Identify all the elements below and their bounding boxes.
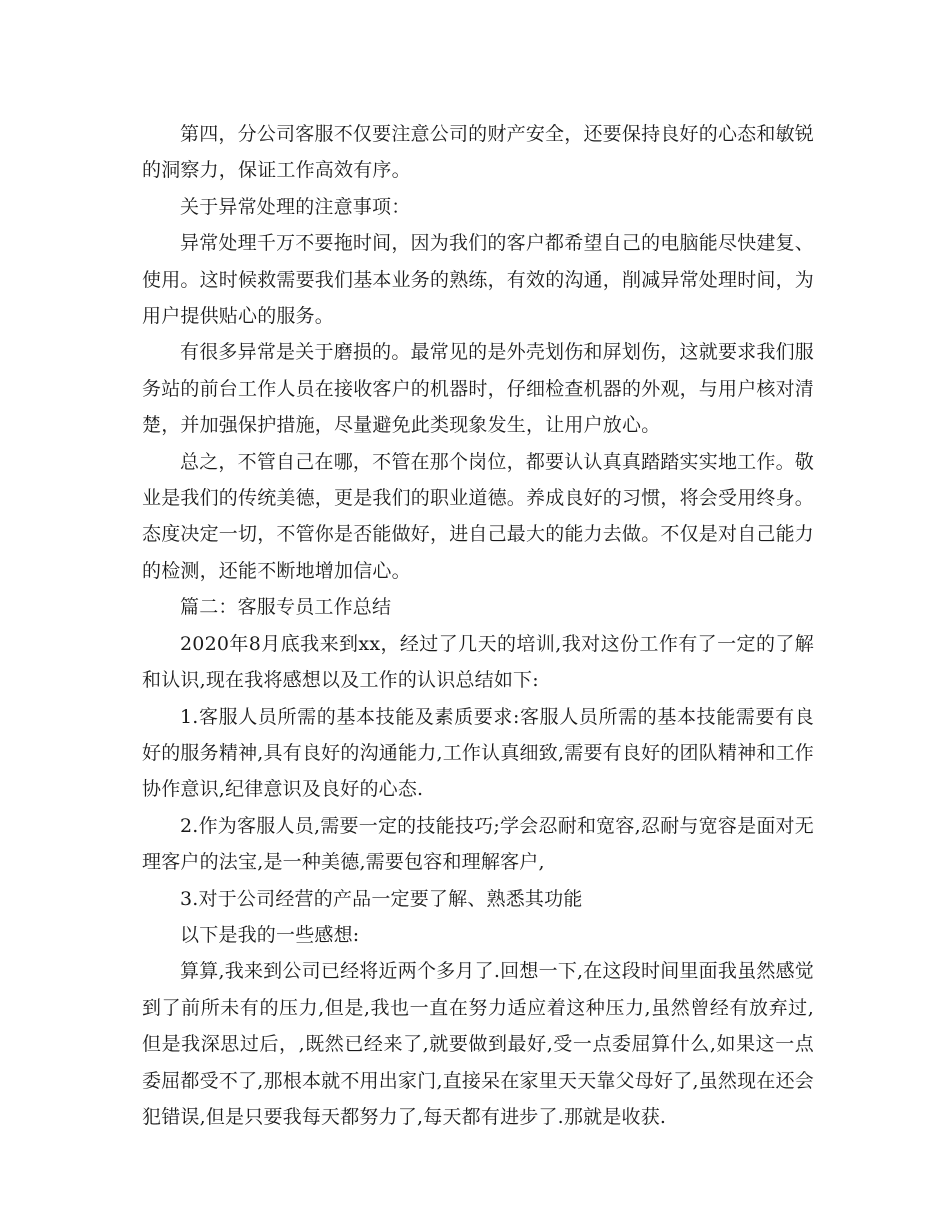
list-item: 3.对于公司经营的产品一定要了解、熟悉其功能: [180, 887, 583, 910]
paragraph: 总之，不管自己在哪，不管在那个岗位，都要认认真真踏踏实实地工作。敬业是我们的传统美德，更是我们的职业道德。养成良好的习惯，将会受用终身。态度决定一切，不管你是否能做好，进自己最大的能力去做。不仅是对自己能力的检测，还能不断地增加信心。: [142, 450, 815, 582]
paragraph: 异常处理千万不要拖时间，因为我们的客户都希望自己的电脑能尽快建复、使用。这时候救需要我们基本业务的熟练，有效的沟通，削减异常处理时间，为用户提供贴心的服务。: [142, 232, 815, 328]
section-heading: 关于异常处理的注意事项：: [180, 195, 411, 218]
paragraph: 第四，分公司客服不仅要注意公司的财产安全，还要保持良好的心态和敏锐的洞察力，保证工作高效有序。: [142, 123, 814, 182]
paragraph: 算算,我来到公司已经将近两个多月了.回想一下,在这段时间里面我虽然感觉到了前所未有的压力,但是,我也一直在努力适应着这种压力,虽然曾经有放弃过,但是我深思过后，,既然已经来了,就要做到最好,受一点委屈算什么,如果这一点委屈都受不了,那根本就不用出家门,直接呆在家里天天靠父母好了,虽然现在还会犯错误,但是只要我每天都努力了,每天都有进步了.那就是收获.: [142, 960, 814, 1128]
paragraph: 2020年8月底我来到xx，经过了几天的培训,我对这份工作有了一定的了解和认识,现在我将感想以及工作的认识总结如下:: [142, 632, 814, 692]
section-title: 篇二：客服专员工作总结: [180, 596, 392, 619]
body-text: [142, 116, 814, 1135]
list-item: 1.客服人员所需的基本技能及素质要求:客服人员所需的基本技能需要有良好的服务精神,具有良好的沟通能力,工作认真细致,需要有良好的团队精神和工作协作意识,纪律意识及良好的心态.: [142, 705, 814, 801]
list-item: 2.作为客服人员,需要一定的技能技巧;学会忍耐和宽容,忍耐与宽容是面对无理客户的法宝,是一种美德,需要包容和理解客户,: [142, 814, 814, 874]
paragraph: 有很多异常是关于磨损的。最常见的是外壳划伤和屏划伤，这就要求我们服务站的前台工作人员在接收客户的机器时，仔细检查机器的外观，与用户核对清楚，并加强保护措施，尽量避免此类现象发生，让用户放心。: [142, 341, 815, 437]
section-heading: 以下是我的一些感想:: [180, 923, 360, 946]
